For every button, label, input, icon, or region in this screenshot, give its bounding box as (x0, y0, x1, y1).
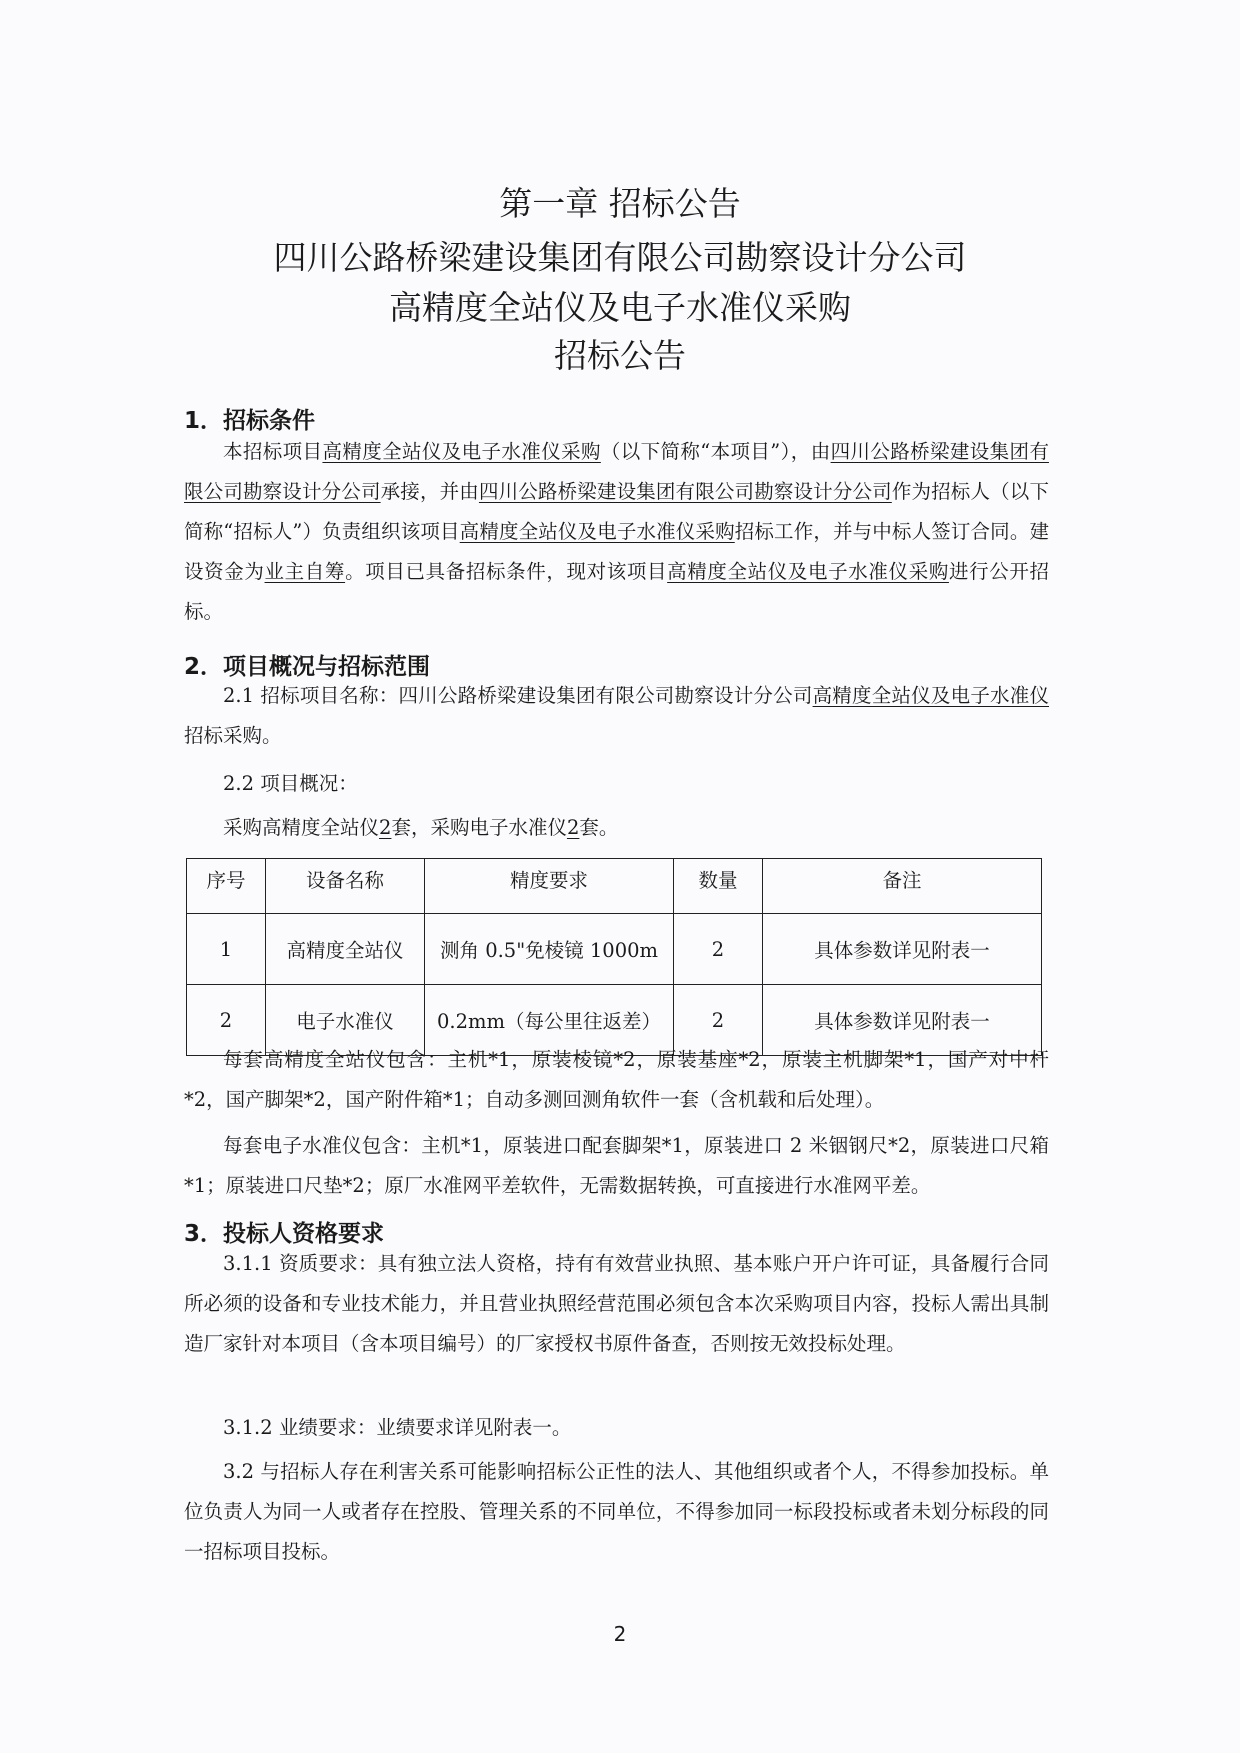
chapter-title: 第一章 招标公告 (499, 184, 741, 223)
text: 2.1 招标项目名称：四川公路桥梁建设集团有限公司勘察设计分公司 (223, 684, 813, 707)
text: 。项目已具备招标条件，现对该项目 (345, 560, 668, 583)
section-1-heading: 1．招标条件 (184, 408, 316, 434)
text: （以下简称“本项目”），由 (600, 440, 831, 463)
cell: 具体参数详见附表一 (763, 985, 1042, 1056)
underlined-project: 高精度全站仪及电子水准仪采购 (667, 560, 949, 583)
section-2-1 (184, 676, 1049, 756)
equipment-table (186, 858, 1042, 1056)
cell: 2 (674, 914, 763, 985)
header-cell: 数量 (674, 859, 763, 914)
page-number: 2 (613, 1622, 627, 1646)
level-contents: 每套电子水准仪包含：主机*1，原装进口配套脚架*1，原装进口 2 米铟钢尺*2，原装进口尺箱*1；原装进口尺垫*2；原厂水准网平差软件，无需数据转换，可直接进行水准网平差。 (184, 1134, 1049, 1197)
section-2-quantity (184, 808, 1049, 848)
underlined-company: 四川公路桥梁建设集团有限公司勘察设计分公司 (184, 440, 1049, 503)
text: 作为招标人（以下简称“招标人”）负责组织该项目 (184, 480, 1049, 543)
table-row (187, 914, 1042, 985)
header-cell: 序号 (187, 859, 266, 914)
total-station-contents: 每套高精度全站仪包含：主机*1，原装棱镜*2，原装基座*2，原装主机脚架*1，国产对中杆*2，国产脚架*2，国产附件箱*1；自动多测回测角软件一套（含机载和后处理）。 (184, 1048, 1049, 1111)
section-3-1-1: 3.1.1 资质要求：具有独立法人资格，持有有效营业执照、基本账户开户许可证，具备履行合同所必须的设备和专业技术能力，并且营业执照经营范围必须包含本次采购项目内容，投标人需出具制造厂家针对本项目（含本项目编号）的厂家授权书原件备查，否则按无效投标处理。 (184, 1252, 1049, 1355)
cell: 2 (674, 985, 763, 1056)
project-title: 高精度全站仪及电子水准仪采购 (389, 288, 851, 327)
underlined-project: 高精度全站仪及电子水准仪采购 (322, 440, 601, 463)
cell: 电子水准仪 (266, 985, 425, 1056)
cell: 测角 0.5"免棱镜 1000m (425, 914, 674, 985)
quantity: 2 (379, 816, 392, 839)
text: 本招标项目 (223, 440, 323, 463)
text: 套，采购电子水准仪 (391, 816, 567, 839)
underlined-equipment: 高精度全站仪及电子水准仪 (812, 684, 1049, 707)
underlined-company: 四川公路桥梁建设集团有限公司勘察设计分公司 (478, 480, 892, 503)
text: 采购高精度全站仪 (223, 816, 380, 839)
text: 招标工作，并与中标人签订合同。建设资金为 (184, 520, 1049, 583)
header-cell: 备注 (763, 859, 1042, 914)
notice-title: 招标公告 (554, 336, 686, 375)
company-title: 四川公路桥梁建设集团有限公司勘察设计分公司 (273, 238, 967, 277)
cell: 2 (187, 985, 266, 1056)
section-3-2: 3.2 与招标人存在利害关系可能影响招标公正性的法人、其他组织或者个人，不得参加投标。单位负责人为同一人或者存在控股、管理关系的不同单位，不得参加同一标段投标或者未划分标段的同一招标项目投标。 (184, 1460, 1049, 1563)
text: 招标采购。 (184, 724, 282, 747)
section-1-paragraph (184, 432, 1049, 632)
header-cell: 精度要求 (425, 859, 674, 914)
text: 承接，并由 (380, 480, 479, 503)
header-cell: 设备名称 (266, 859, 425, 914)
cell: 0.2mm（每公里往返差） (425, 985, 674, 1056)
section-2-heading: 2．项目概况与招标范围 (184, 654, 431, 680)
cell: 1 (187, 914, 266, 985)
text: 进行公开招标。 (184, 560, 1049, 623)
section-3-1-2: 3.1.2 业绩要求：业绩要求详见附表一。 (223, 1416, 572, 1439)
text: 套。 (579, 816, 619, 839)
underlined-project: 高精度全站仪及电子水准仪采购 (459, 520, 735, 543)
underlined-funding: 业主自筹 (264, 560, 346, 583)
section-2-2: 2.2 项目概况： (223, 772, 358, 795)
table-header-row (187, 859, 1042, 914)
section-3-heading: 3．投标人资格要求 (184, 1221, 385, 1247)
cell: 高精度全站仪 (266, 914, 425, 985)
quantity: 2 (566, 816, 580, 839)
cell: 具体参数详见附表一 (763, 914, 1042, 985)
